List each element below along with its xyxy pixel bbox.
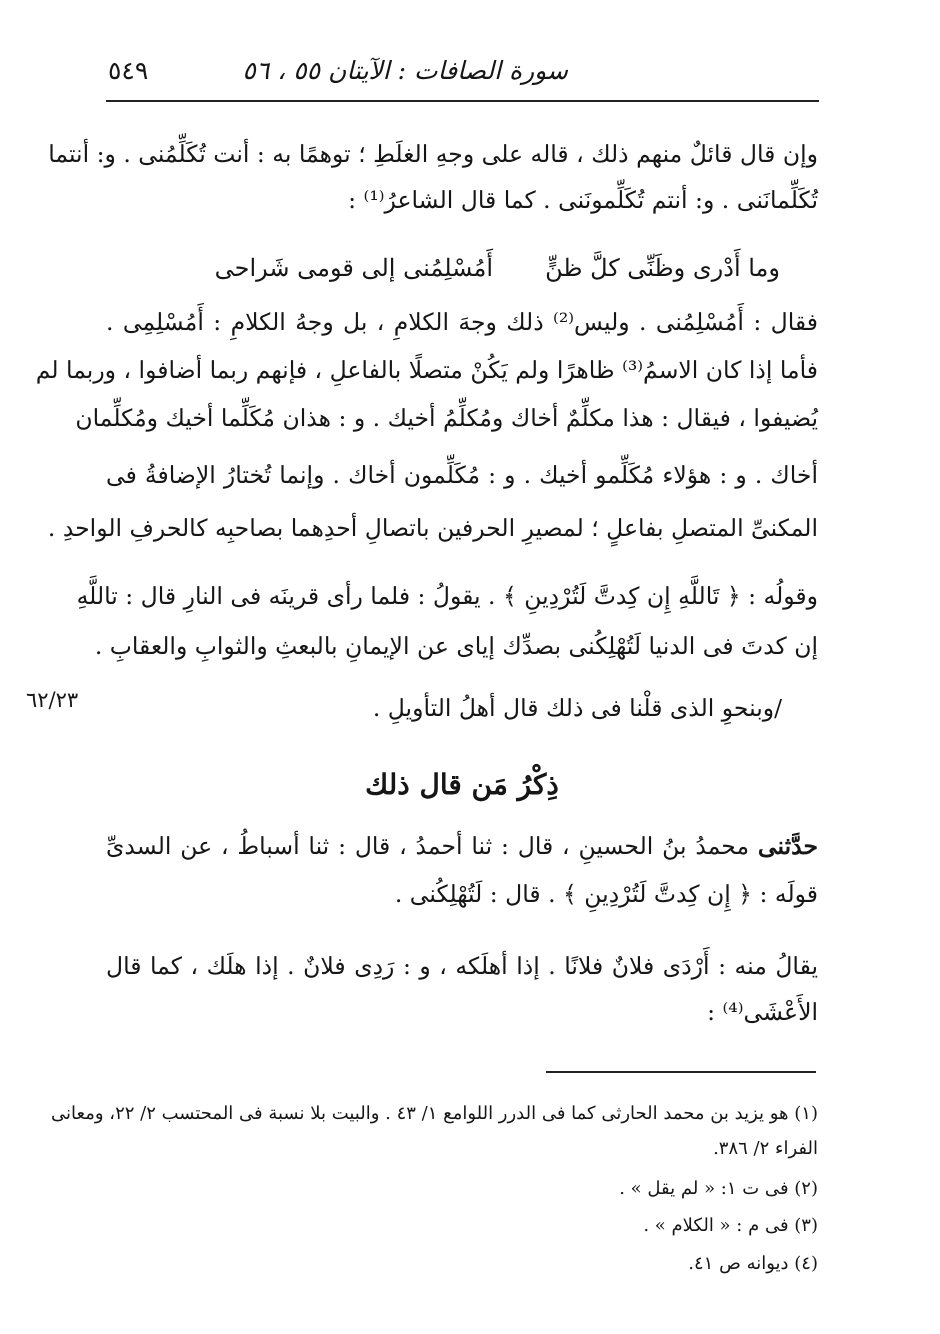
body-line-8: وقولُه : ﴿ تَاللَّهِ إِن كِدتَّ لَتُرْدِينِ ﴾ . يقولُ : فلما رأى قرينَه فى النارِ قال : تاللَّهِ: [76, 582, 818, 610]
header-rule: [106, 100, 819, 102]
footnote-2: (٢) فى ت ١: « لم يقل » .: [619, 1178, 818, 1199]
footnote-3: (٣) فى م : « الكلام » .: [643, 1215, 818, 1236]
closing-line-2: الأَعْشَى⁽⁴⁾ :: [707, 998, 818, 1026]
body-line-10: /وبنحوِ الذى قلْنا فى ذلك قال أهلُ التأويلِ .: [372, 694, 782, 722]
footnote-rule: [546, 1071, 816, 1073]
page-number: ٥٤٩: [108, 56, 149, 85]
footnote-1: (١) هو يزيد بن محمد الحارثى كما فى الدرر اللوامع ١/ ٤٣ . والبيت بلا نسبة فى المحتسب ٢/ ٢٢، ومعانى: [51, 1103, 818, 1124]
hadith-line-2: قولَه : ﴿ إِن كِدتَّ لَتُرْدِينِ ﴾ . قال : لَتُهْلِكُنى .: [394, 880, 818, 908]
margin-reference: ٦٢/٢٣: [26, 688, 79, 712]
poem-first-hemistich: وما أَدْرى وظَنِّى كلَّ ظنٍّ: [545, 254, 780, 282]
footnote-4: (٤) ديوانه ص ٤١.: [688, 1253, 818, 1274]
section-heading: ذِكْرُ مَن قال ذلك: [365, 768, 559, 801]
body-line-5: يُضيفوا ، فيقال : هذا مكلِّمٌ أخاك ومُكلِّمُ أخيك . و : هذان مُكَلِّما أخيك ومُكلِّمان: [75, 404, 818, 432]
body-line-6: أخاك . و : هؤلاء مُكَلِّمو أخيك . و : مُكَلِّمون أخاك . وإنما تُختارُ الإضافةُ فى: [106, 461, 818, 489]
hadith-line-1: [106, 832, 818, 860]
hadith-line-1-rest: محمدُ بنُ الحسينِ ، قال : ثنا أحمدُ ، قال : ثنا أسباطُ ، عن السدىِّ: [106, 832, 758, 860]
body-line-4: فأما إذا كان الاسمُ⁽³⁾ ظاهرًا ولم يَكُنْ متصلًا بالفاعلِ ، فإنهم ربما أضافوا ، وربما لم: [35, 356, 818, 384]
body-line-2: تُكَلِّمانَنى . و: أنتم تُكَلِّمونَنى . كما قال الشاعرُ⁽¹⁾ :: [348, 186, 818, 214]
poem-verse: [215, 254, 780, 282]
body-line-7: المكنىِّ المتصلِ بفاعلٍ ؛ لمصيرِ الحرفين باتصالِ أحدِهما بصاحبِه كالحرفِ الواحدِ .: [47, 514, 818, 542]
hadith-bold-lead: حدَّثنى: [757, 832, 818, 860]
body-line-3: فقال : أَمُسْلِمُنى . وليس⁽²⁾ ذلك وجهَ الكلامِ ، بل وجهُ الكلامِ : أَمُسْلِمِى .: [106, 308, 818, 336]
body-line-9: إن كدتَ فى الدنيا لَتُهْلِكُنى بصدِّك إياى عن الإيمانِ بالبعثِ والثوابِ والعقابِ .: [94, 632, 818, 660]
body-line-1: وإن قال قائلٌ منهم ذلك ، قاله على وجهِ الغلَطِ ؛ توهمًا به : أنت تُكَلِّمُنى . و: أنتما: [48, 140, 818, 168]
poem-second-hemistich: أَمُسْلِمُنى إلى قومى شَراحى: [214, 254, 494, 282]
running-header-title: سورة الصافات : الآيتان ٥٥ ، ٥٦: [242, 56, 568, 85]
footnote-1-continuation: الفراء ٢/ ٣٨٦.: [713, 1138, 818, 1159]
closing-line-1: يقالُ منه : أَرْدَى فلانٌ فلانًا . إذا أهلَكه ، و : رَدِى فلانٌ . إذا هلَك ، كما قال: [106, 952, 818, 980]
